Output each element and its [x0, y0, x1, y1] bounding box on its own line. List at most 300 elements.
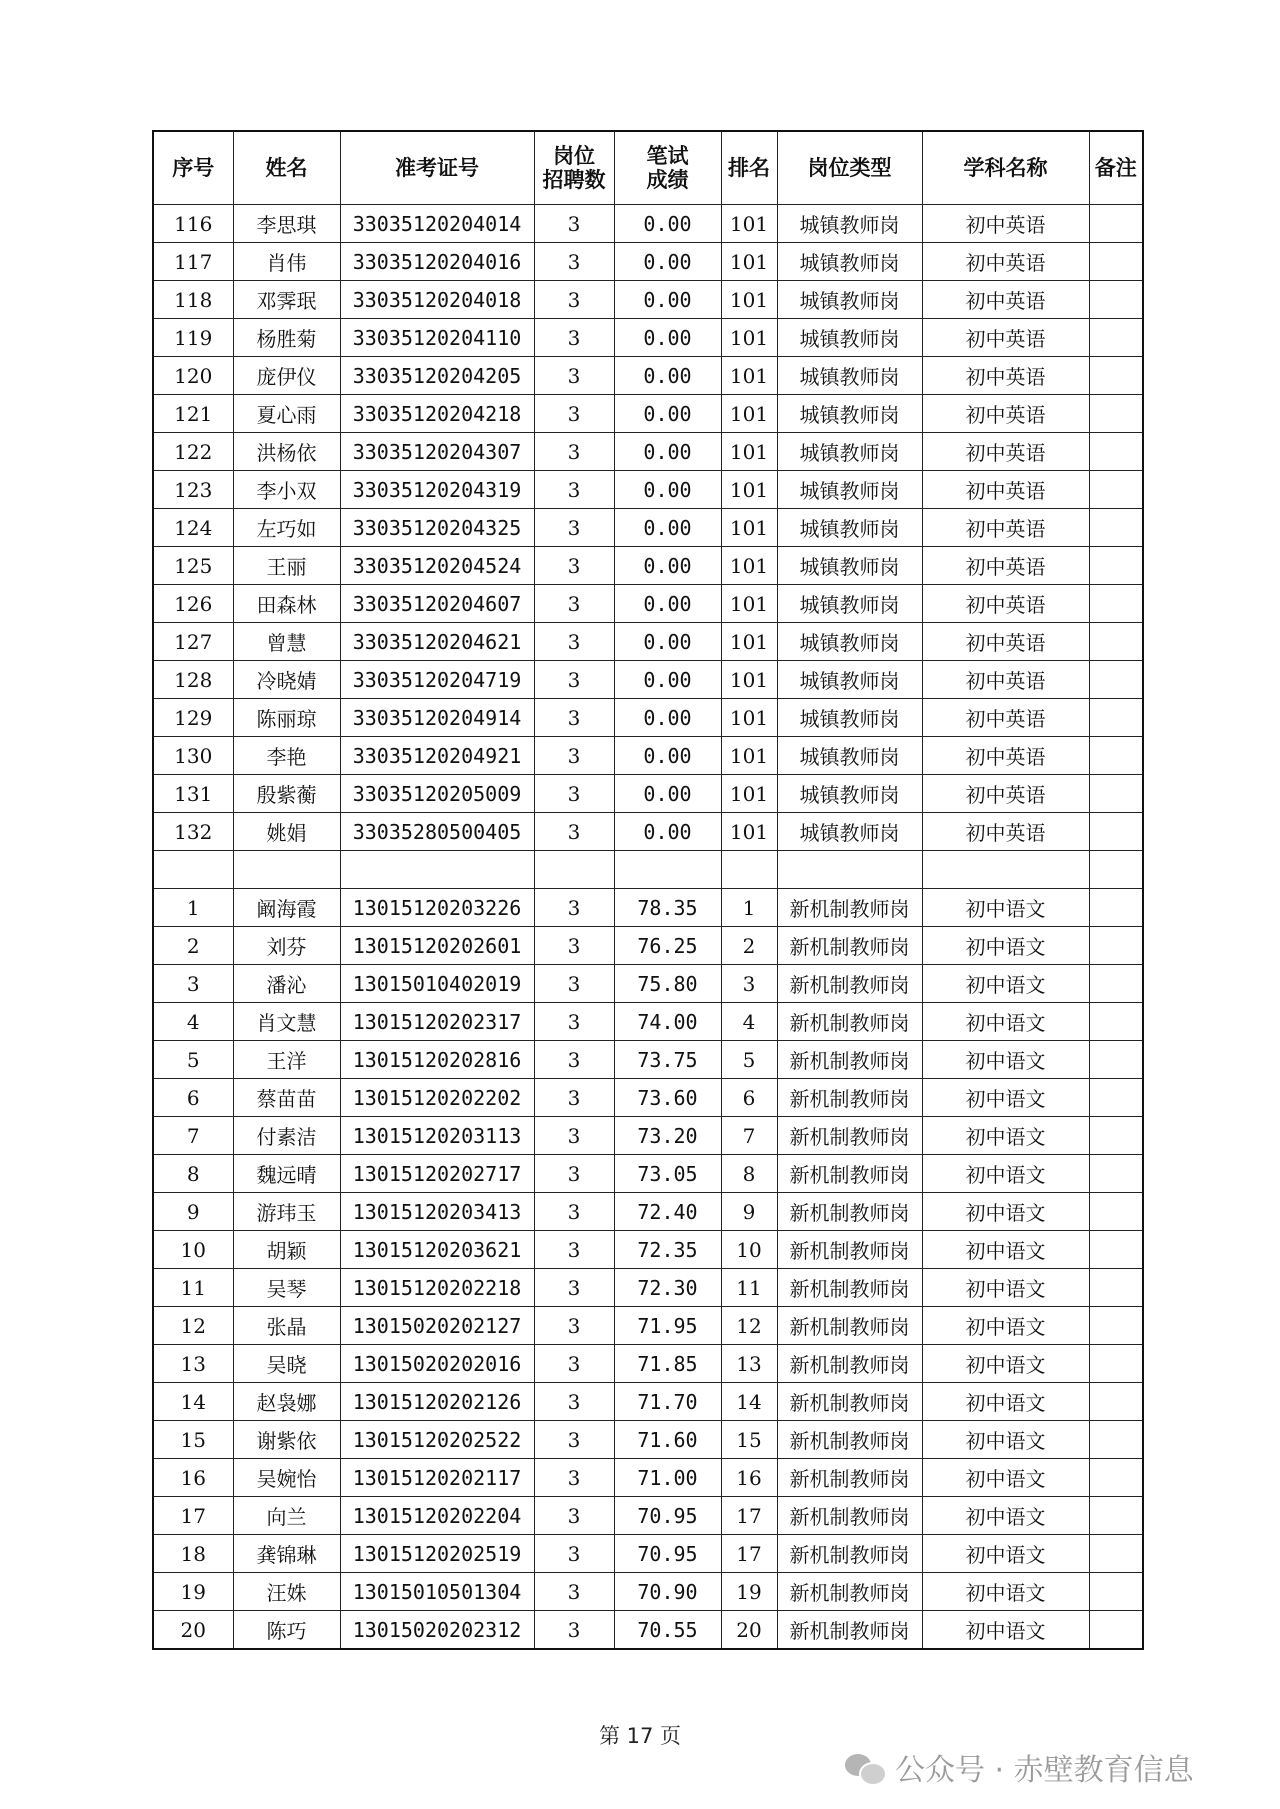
table-row [153, 433, 1143, 471]
table-row [153, 927, 1143, 965]
cell-openings: 3 [534, 661, 614, 699]
cell-rank: 9 [721, 1193, 777, 1231]
cell-rank [721, 851, 777, 889]
cell-seq: 3 [153, 965, 233, 1003]
cell-rank: 101 [721, 433, 777, 471]
cell-subject: 初中语文 [922, 1459, 1089, 1497]
table-row [153, 585, 1143, 623]
cell-post-type: 城镇教师岗 [777, 281, 922, 319]
cell-subject: 初中英语 [922, 623, 1089, 661]
cell-rank: 101 [721, 205, 777, 243]
cell-remarks [1089, 1193, 1143, 1231]
cell-exam-id: 13015020202016 [340, 1345, 534, 1383]
table-row [153, 1117, 1143, 1155]
cell-seq: 122 [153, 433, 233, 471]
cell-name: 庞伊仪 [233, 357, 340, 395]
cell-rank: 5 [721, 1041, 777, 1079]
cell-score: 76.25 [614, 927, 721, 965]
cell-name: 付素洁 [233, 1117, 340, 1155]
cell-seq: 11 [153, 1269, 233, 1307]
cell-score: 73.05 [614, 1155, 721, 1193]
cell-seq: 12 [153, 1307, 233, 1345]
cell-seq: 13 [153, 1345, 233, 1383]
cell-seq: 1 [153, 889, 233, 927]
cell-subject: 初中英语 [922, 661, 1089, 699]
cell-name: 曾慧 [233, 623, 340, 661]
header-rank: 排名 [721, 131, 777, 205]
cell-score: 0.00 [614, 661, 721, 699]
cell-score: 70.95 [614, 1535, 721, 1573]
cell-remarks [1089, 1269, 1143, 1307]
cell-openings [534, 851, 614, 889]
header-remarks: 备注 [1089, 131, 1143, 205]
cell-name: 潘沁 [233, 965, 340, 1003]
cell-seq: 118 [153, 281, 233, 319]
cell-score: 0.00 [614, 395, 721, 433]
cell-openings: 3 [534, 775, 614, 813]
cell-seq: 123 [153, 471, 233, 509]
cell-score: 72.35 [614, 1231, 721, 1269]
cell-subject: 初中英语 [922, 205, 1089, 243]
cell-subject [922, 851, 1089, 889]
cell-post-type: 新机制教师岗 [777, 889, 922, 927]
table-row [153, 965, 1143, 1003]
cell-score: 71.70 [614, 1383, 721, 1421]
cell-remarks [1089, 1003, 1143, 1041]
cell-remarks [1089, 1041, 1143, 1079]
cell-post-type: 新机制教师岗 [777, 1497, 922, 1535]
cell-rank: 16 [721, 1459, 777, 1497]
cell-subject: 初中英语 [922, 433, 1089, 471]
cell-name: 夏心雨 [233, 395, 340, 433]
cell-name: 胡颖 [233, 1231, 340, 1269]
table-row [153, 1079, 1143, 1117]
header-exam-id: 准考证号 [340, 131, 534, 205]
table-row [153, 395, 1143, 433]
cell-score: 75.80 [614, 965, 721, 1003]
cell-name: 吴婉怡 [233, 1459, 340, 1497]
cell-exam-id: 33035120204607 [340, 585, 534, 623]
cell-post-type: 新机制教师岗 [777, 1231, 922, 1269]
cell-openings: 3 [534, 1003, 614, 1041]
cell-remarks [1089, 509, 1143, 547]
watermark [845, 1745, 1194, 1789]
cell-openings: 3 [534, 319, 614, 357]
cell-subject: 初中英语 [922, 319, 1089, 357]
cell-openings: 3 [534, 1307, 614, 1345]
cell-exam-id: 13015010402019 [340, 965, 534, 1003]
cell-openings: 3 [534, 1573, 614, 1611]
cell-rank: 101 [721, 813, 777, 851]
cell-openings: 3 [534, 1193, 614, 1231]
cell-subject: 初中语文 [922, 965, 1089, 1003]
cell-name: 洪杨依 [233, 433, 340, 471]
table-row [153, 1041, 1143, 1079]
page-number: 第 17 页 [598, 1724, 682, 1748]
cell-seq: 19 [153, 1573, 233, 1611]
cell-post-type: 城镇教师岗 [777, 661, 922, 699]
cell-name: 张晶 [233, 1307, 340, 1345]
cell-score: 0.00 [614, 547, 721, 585]
table-row [153, 1611, 1143, 1650]
header-name: 姓名 [233, 131, 340, 205]
cell-seq: 128 [153, 661, 233, 699]
cell-subject: 初中语文 [922, 1611, 1089, 1650]
cell-rank: 10 [721, 1231, 777, 1269]
cell-remarks [1089, 319, 1143, 357]
table-row [153, 1307, 1143, 1345]
cell-exam-id: 33035120204524 [340, 547, 534, 585]
cell-name: 刘芬 [233, 927, 340, 965]
cell-openings: 3 [534, 813, 614, 851]
cell-openings: 3 [534, 1231, 614, 1269]
cell-score: 0.00 [614, 243, 721, 281]
cell-seq: 2 [153, 927, 233, 965]
cell-post-type: 城镇教师岗 [777, 737, 922, 775]
table-row [153, 1269, 1143, 1307]
cell-post-type: 城镇教师岗 [777, 433, 922, 471]
cell-rank: 19 [721, 1573, 777, 1611]
cell-exam-id: 33035120204218 [340, 395, 534, 433]
cell-seq: 117 [153, 243, 233, 281]
cell-exam-id: 13015120203113 [340, 1117, 534, 1155]
cell-exam-id: 13015120202317 [340, 1003, 534, 1041]
cell-post-type: 城镇教师岗 [777, 547, 922, 585]
cell-openings: 3 [534, 737, 614, 775]
cell-seq: 125 [153, 547, 233, 585]
cell-exam-id: 33035120204719 [340, 661, 534, 699]
cell-openings: 3 [534, 1421, 614, 1459]
cell-post-type: 新机制教师岗 [777, 1155, 922, 1193]
cell-openings: 3 [534, 471, 614, 509]
cell-name: 肖伟 [233, 243, 340, 281]
table-row [153, 1231, 1143, 1269]
cell-openings: 3 [534, 433, 614, 471]
cell-subject: 初中语文 [922, 1079, 1089, 1117]
cell-score: 0.00 [614, 205, 721, 243]
cell-score: 0.00 [614, 737, 721, 775]
cell-seq: 119 [153, 319, 233, 357]
cell-name: 李小双 [233, 471, 340, 509]
cell-rank: 11 [721, 1269, 777, 1307]
cell-exam-id: 33035120204914 [340, 699, 534, 737]
table-row [153, 699, 1143, 737]
cell-openings: 3 [534, 965, 614, 1003]
cell-remarks [1089, 661, 1143, 699]
cell-rank: 101 [721, 775, 777, 813]
cell-openings: 3 [534, 1459, 614, 1497]
cell-score: 0.00 [614, 623, 721, 661]
cell-rank: 1 [721, 889, 777, 927]
cell-openings: 3 [534, 1269, 614, 1307]
cell-exam-id: 13015120202204 [340, 1497, 534, 1535]
cell-name: 殷紫蘅 [233, 775, 340, 813]
cell-name: 蔡苗苗 [233, 1079, 340, 1117]
table-row [153, 1155, 1143, 1193]
cell-exam-id: 13015120202717 [340, 1155, 534, 1193]
cell-subject: 初中语文 [922, 1383, 1089, 1421]
cell-subject: 初中英语 [922, 281, 1089, 319]
cell-name: 王丽 [233, 547, 340, 585]
cell-post-type: 新机制教师岗 [777, 1307, 922, 1345]
table-row [153, 813, 1143, 851]
cell-exam-id: 13015120203413 [340, 1193, 534, 1231]
cell-exam-id: 33035120204018 [340, 281, 534, 319]
cell-rank: 8 [721, 1155, 777, 1193]
cell-rank: 12 [721, 1307, 777, 1345]
cell-score: 0.00 [614, 433, 721, 471]
cell-name: 李艳 [233, 737, 340, 775]
cell-exam-id: 33035120205009 [340, 775, 534, 813]
cell-subject: 初中语文 [922, 1155, 1089, 1193]
cell-post-type: 城镇教师岗 [777, 623, 922, 661]
cell-remarks [1089, 1117, 1143, 1155]
cell-name: 李思琪 [233, 205, 340, 243]
cell-score [614, 851, 721, 889]
cell-remarks [1089, 471, 1143, 509]
cell-post-type: 新机制教师岗 [777, 965, 922, 1003]
cell-score: 0.00 [614, 471, 721, 509]
cell-exam-id: 33035280500405 [340, 813, 534, 851]
wechat-icon [845, 1750, 885, 1784]
cell-openings: 3 [534, 1155, 614, 1193]
cell-subject: 初中语文 [922, 1345, 1089, 1383]
cell-exam-id: 13015120202816 [340, 1041, 534, 1079]
cell-subject: 初中语文 [922, 1497, 1089, 1535]
cell-openings: 3 [534, 243, 614, 281]
table-row [153, 319, 1143, 357]
cell-seq: 10 [153, 1231, 233, 1269]
table-row [153, 1459, 1143, 1497]
cell-post-type: 城镇教师岗 [777, 205, 922, 243]
cell-openings: 3 [534, 699, 614, 737]
cell-exam-id: 33035120204621 [340, 623, 534, 661]
cell-score: 0.00 [614, 319, 721, 357]
cell-score: 72.30 [614, 1269, 721, 1307]
cell-subject: 初中英语 [922, 509, 1089, 547]
cell-post-type: 新机制教师岗 [777, 1383, 922, 1421]
cell-remarks [1089, 205, 1143, 243]
cell-exam-id: 13015120202126 [340, 1383, 534, 1421]
cell-rank: 17 [721, 1535, 777, 1573]
cell-post-type: 城镇教师岗 [777, 395, 922, 433]
cell-subject: 初中英语 [922, 471, 1089, 509]
table-row [153, 1345, 1143, 1383]
cell-seq: 120 [153, 357, 233, 395]
cell-seq: 121 [153, 395, 233, 433]
cell-post-type: 新机制教师岗 [777, 1041, 922, 1079]
cell-seq: 17 [153, 1497, 233, 1535]
cell-rank: 101 [721, 661, 777, 699]
table-row [153, 1535, 1143, 1573]
cell-post-type: 城镇教师岗 [777, 509, 922, 547]
cell-remarks [1089, 395, 1143, 433]
table-row [153, 775, 1143, 813]
table-row [153, 357, 1143, 395]
cell-name: 阚海霞 [233, 889, 340, 927]
table-row [153, 1421, 1143, 1459]
table-row [153, 623, 1143, 661]
cell-score: 0.00 [614, 699, 721, 737]
cell-openings: 3 [534, 509, 614, 547]
table-row [153, 851, 1143, 889]
cell-openings: 3 [534, 1117, 614, 1155]
cell-seq: 16 [153, 1459, 233, 1497]
cell-rank: 101 [721, 243, 777, 281]
table-row [153, 547, 1143, 585]
cell-rank: 101 [721, 357, 777, 395]
cell-remarks [1089, 965, 1143, 1003]
cell-remarks [1089, 1079, 1143, 1117]
cell-post-type: 城镇教师岗 [777, 699, 922, 737]
cell-name: 王洋 [233, 1041, 340, 1079]
cell-exam-id: 33035120204325 [340, 509, 534, 547]
cell-remarks [1089, 357, 1143, 395]
cell-exam-id: 33035120204016 [340, 243, 534, 281]
cell-remarks [1089, 1611, 1143, 1650]
cell-remarks [1089, 775, 1143, 813]
cell-post-type: 新机制教师岗 [777, 1079, 922, 1117]
cell-post-type: 城镇教师岗 [777, 243, 922, 281]
cell-score: 71.60 [614, 1421, 721, 1459]
cell-exam-id: 13015120203226 [340, 889, 534, 927]
cell-subject: 初中语文 [922, 1269, 1089, 1307]
cell-subject: 初中语文 [922, 889, 1089, 927]
cell-score: 73.75 [614, 1041, 721, 1079]
cell-seq: 129 [153, 699, 233, 737]
cell-post-type: 新机制教师岗 [777, 1269, 922, 1307]
cell-subject: 初中英语 [922, 357, 1089, 395]
cell-post-type [777, 851, 922, 889]
cell-openings: 3 [534, 395, 614, 433]
cell-rank: 7 [721, 1117, 777, 1155]
cell-seq: 15 [153, 1421, 233, 1459]
cell-seq: 132 [153, 813, 233, 851]
cell-subject: 初中英语 [922, 585, 1089, 623]
cell-openings: 3 [534, 1497, 614, 1535]
cell-post-type: 新机制教师岗 [777, 927, 922, 965]
cell-score: 73.60 [614, 1079, 721, 1117]
table-row [153, 1383, 1143, 1421]
table-row [153, 889, 1143, 927]
cell-rank: 101 [721, 471, 777, 509]
cell-post-type: 新机制教师岗 [777, 1003, 922, 1041]
cell-score: 0.00 [614, 357, 721, 395]
cell-name: 肖文慧 [233, 1003, 340, 1041]
cell-remarks [1089, 1345, 1143, 1383]
cell-exam-id: 33035120204921 [340, 737, 534, 775]
cell-name: 吴琴 [233, 1269, 340, 1307]
table-row [153, 281, 1143, 319]
cell-score: 0.00 [614, 813, 721, 851]
cell-name: 田森林 [233, 585, 340, 623]
cell-rank: 101 [721, 737, 777, 775]
cell-subject: 初中语文 [922, 1573, 1089, 1611]
cell-exam-id: 33035120204307 [340, 433, 534, 471]
header-seq: 序号 [153, 131, 233, 205]
cell-name: 杨胜菊 [233, 319, 340, 357]
table-row [153, 243, 1143, 281]
cell-score: 0.00 [614, 281, 721, 319]
cell-seq: 124 [153, 509, 233, 547]
cell-openings: 3 [534, 1383, 614, 1421]
results-table [152, 130, 1144, 1650]
cell-rank: 15 [721, 1421, 777, 1459]
cell-exam-id: 33035120204205 [340, 357, 534, 395]
cell-remarks [1089, 585, 1143, 623]
cell-subject: 初中语文 [922, 1307, 1089, 1345]
cell-rank: 101 [721, 319, 777, 357]
cell-remarks [1089, 699, 1143, 737]
cell-rank: 101 [721, 547, 777, 585]
cell-subject: 初中英语 [922, 737, 1089, 775]
cell-subject: 初中语文 [922, 1003, 1089, 1041]
cell-openings: 3 [534, 205, 614, 243]
cell-rank: 101 [721, 509, 777, 547]
cell-remarks [1089, 547, 1143, 585]
cell-score: 70.95 [614, 1497, 721, 1535]
cell-exam-id: 13015120202218 [340, 1269, 534, 1307]
cell-name: 陈丽琼 [233, 699, 340, 737]
cell-openings: 3 [534, 357, 614, 395]
cell-exam-id: 13015010501304 [340, 1573, 534, 1611]
cell-exam-id: 13015120202202 [340, 1079, 534, 1117]
cell-name: 姚娟 [233, 813, 340, 851]
table-row [153, 509, 1143, 547]
cell-exam-id: 13015120202519 [340, 1535, 534, 1573]
cell-seq: 126 [153, 585, 233, 623]
cell-remarks [1089, 1231, 1143, 1269]
cell-remarks [1089, 1535, 1143, 1573]
cell-subject: 初中英语 [922, 395, 1089, 433]
cell-post-type: 城镇教师岗 [777, 357, 922, 395]
cell-seq: 6 [153, 1079, 233, 1117]
cell-seq: 127 [153, 623, 233, 661]
cell-score: 0.00 [614, 775, 721, 813]
cell-rank: 13 [721, 1345, 777, 1383]
cell-post-type: 城镇教师岗 [777, 775, 922, 813]
cell-remarks [1089, 1459, 1143, 1497]
cell-score: 74.00 [614, 1003, 721, 1041]
cell-openings: 3 [534, 585, 614, 623]
cell-exam-id: 33035120204319 [340, 471, 534, 509]
cell-remarks [1089, 281, 1143, 319]
cell-post-type: 新机制教师岗 [777, 1535, 922, 1573]
cell-openings: 3 [534, 1041, 614, 1079]
cell-seq: 14 [153, 1383, 233, 1421]
cell-remarks [1089, 1497, 1143, 1535]
cell-post-type: 新机制教师岗 [777, 1421, 922, 1459]
cell-post-type: 新机制教师岗 [777, 1345, 922, 1383]
cell-remarks [1089, 1155, 1143, 1193]
cell-exam-id [340, 851, 534, 889]
cell-score: 78.35 [614, 889, 721, 927]
table-row [153, 1573, 1143, 1611]
cell-exam-id: 13015020202312 [340, 1611, 534, 1650]
cell-seq: 130 [153, 737, 233, 775]
cell-name: 左巧如 [233, 509, 340, 547]
cell-openings: 3 [534, 1079, 614, 1117]
cell-subject: 初中英语 [922, 243, 1089, 281]
cell-score: 71.95 [614, 1307, 721, 1345]
cell-seq: 131 [153, 775, 233, 813]
cell-seq: 8 [153, 1155, 233, 1193]
cell-subject: 初中语文 [922, 1041, 1089, 1079]
cell-post-type: 新机制教师岗 [777, 1117, 922, 1155]
cell-rank: 3 [721, 965, 777, 1003]
cell-post-type: 新机制教师岗 [777, 1459, 922, 1497]
cell-name: 魏远晴 [233, 1155, 340, 1193]
